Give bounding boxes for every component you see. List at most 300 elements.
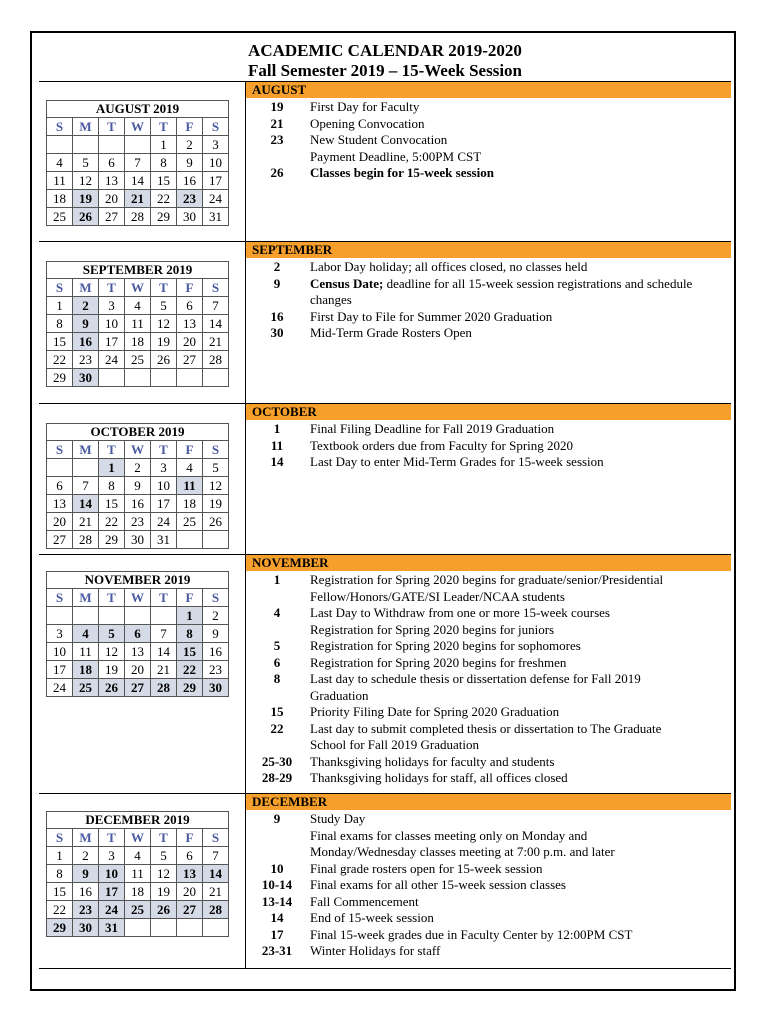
event-date: 16 xyxy=(270,308,284,324)
weekday-label: M xyxy=(73,118,99,136)
calendar-week-row xyxy=(47,459,229,477)
event-date: 28-29 xyxy=(261,770,293,785)
weekday-label: M xyxy=(73,829,99,847)
day-cell: 7 xyxy=(125,154,151,172)
mini-calendar-title: SEPTEMBER 2019 xyxy=(47,262,229,279)
empty-day-cell xyxy=(99,136,125,154)
event-item xyxy=(246,877,731,894)
day-cell: 15 xyxy=(99,495,125,513)
day-cell: 4 xyxy=(47,154,73,172)
calendar-week-row xyxy=(47,901,229,919)
event-list xyxy=(246,421,731,471)
day-cell: 22 xyxy=(151,190,177,208)
empty-day-cell xyxy=(125,919,151,937)
day-cell: 23 xyxy=(73,901,99,919)
weekday-label: F xyxy=(177,829,203,847)
day-cell: 16 xyxy=(73,883,99,901)
mini-calendar-title: OCTOBER 2019 xyxy=(47,424,229,441)
month-header: SEPTEMBER xyxy=(246,242,731,258)
event-text-line: Payment Deadline, 5:00PM CST xyxy=(310,148,482,164)
weekday-label: T xyxy=(151,441,177,459)
day-cell: 2 xyxy=(125,459,151,477)
event-text-line: Monday/Wednesday classes meeting at 7:00 p.m. and later xyxy=(310,844,615,859)
weekday-label: S xyxy=(203,441,229,459)
weekday-label: T xyxy=(99,589,125,607)
day-cell: 25 xyxy=(177,513,203,531)
day-cell: 29 xyxy=(177,679,203,697)
day-cell: 28 xyxy=(203,351,229,369)
event-date: 23 xyxy=(270,132,284,147)
day-cell: 14 xyxy=(203,865,229,883)
event-date: 5 xyxy=(273,638,281,653)
event-item xyxy=(246,704,731,721)
event-item xyxy=(246,754,731,771)
month-section-november xyxy=(39,554,731,793)
event-date: 11 xyxy=(270,437,284,453)
day-cell: 23 xyxy=(203,661,229,679)
day-cell: 20 xyxy=(177,333,203,351)
day-cell: 1 xyxy=(47,847,73,865)
empty-day-cell xyxy=(125,369,151,387)
day-cell: 23 xyxy=(177,190,203,208)
empty-day-cell xyxy=(73,136,99,154)
event-text-line: End of 15-week session xyxy=(310,910,434,925)
weekday-label: W xyxy=(125,589,151,607)
day-cell: 7 xyxy=(73,477,99,495)
event-text-line xyxy=(310,276,723,293)
day-cell: 3 xyxy=(99,847,125,865)
mini-calendar xyxy=(46,811,229,937)
day-cell: 7 xyxy=(203,297,229,315)
day-cell: 19 xyxy=(151,333,177,351)
event-item xyxy=(246,454,731,471)
day-cell: 9 xyxy=(177,154,203,172)
empty-day-cell xyxy=(177,919,203,937)
weekday-label: M xyxy=(73,279,99,297)
day-cell: 28 xyxy=(73,531,99,549)
day-cell: 4 xyxy=(73,625,99,643)
day-cell: 10 xyxy=(47,643,73,661)
weekday-label: S xyxy=(47,118,73,136)
page-title: ACADEMIC CALENDAR 2019-2020 xyxy=(248,41,522,60)
day-cell: 11 xyxy=(125,315,151,333)
day-cell: 11 xyxy=(73,643,99,661)
day-cell: 21 xyxy=(203,883,229,901)
day-cell: 6 xyxy=(125,625,151,643)
day-cell: 10 xyxy=(99,315,125,333)
event-text-line: Final exams for all other 15-week session classes xyxy=(310,877,566,892)
weekday-label: W xyxy=(125,441,151,459)
day-cell: 12 xyxy=(99,643,125,661)
event-date: 8 xyxy=(273,671,281,686)
event-item xyxy=(246,655,731,672)
day-cell: 27 xyxy=(177,351,203,369)
day-cell: 24 xyxy=(99,351,125,369)
day-cell: 22 xyxy=(47,351,73,369)
day-cell: 1 xyxy=(99,459,125,477)
day-cell: 9 xyxy=(73,315,99,333)
event-text-line: Mid-Term Grade Rosters Open xyxy=(310,325,472,340)
empty-day-cell xyxy=(47,607,73,625)
event-date: 30 xyxy=(270,325,284,340)
day-cell: 15 xyxy=(47,333,73,351)
day-cell: 17 xyxy=(47,661,73,679)
day-cell: 30 xyxy=(73,919,99,937)
weekday-label: S xyxy=(203,118,229,136)
calendar-week-row xyxy=(47,643,229,661)
event-date: 14 xyxy=(270,454,284,469)
day-cell: 21 xyxy=(125,190,151,208)
weekday-label: F xyxy=(177,118,203,136)
mini-calendar xyxy=(46,571,229,697)
empty-day-cell xyxy=(47,459,73,477)
weekday-label: W xyxy=(125,118,151,136)
day-cell: 12 xyxy=(203,477,229,495)
day-cell: 12 xyxy=(73,172,99,190)
day-cell: 3 xyxy=(203,136,229,154)
weekday-label: S xyxy=(47,589,73,607)
day-cell: 22 xyxy=(99,513,125,531)
calendar-week-row xyxy=(47,351,229,369)
event-text-line: Final grade rosters open for 15-week session xyxy=(310,860,543,876)
day-cell: 27 xyxy=(47,531,73,549)
calendar-week-row xyxy=(47,625,229,643)
event-date: 10-14 xyxy=(261,877,293,892)
day-cell: 9 xyxy=(203,625,229,643)
weekday-label: F xyxy=(177,279,203,297)
day-cell: 15 xyxy=(177,643,203,661)
event-date: 23-31 xyxy=(261,943,293,958)
weekday-label: S xyxy=(203,829,229,847)
event-date: 13-14 xyxy=(261,893,293,909)
day-cell: 17 xyxy=(99,883,125,901)
mini-calendar xyxy=(46,423,229,549)
day-cell: 1 xyxy=(47,297,73,315)
month-section-september xyxy=(39,241,731,403)
event-date: 1 xyxy=(273,421,281,436)
day-cell: 19 xyxy=(203,495,229,513)
calendar-week-row xyxy=(47,919,229,937)
event-text-line: Registration for Spring 2020 begins for graduate/senior/Presidential xyxy=(310,572,664,587)
weekday-label: M xyxy=(73,441,99,459)
calendar-week-row xyxy=(47,297,229,315)
event-text-line: Textbook orders due from Faculty for Spring 2020 xyxy=(310,437,574,453)
event-item xyxy=(246,721,731,754)
event-text-line: Winter Holidays for staff xyxy=(310,943,441,958)
day-cell: 4 xyxy=(125,297,151,315)
weekday-label: S xyxy=(203,589,229,607)
day-cell: 28 xyxy=(125,208,151,226)
day-cell: 18 xyxy=(177,495,203,513)
event-item xyxy=(246,605,731,638)
weekday-label: T xyxy=(99,279,125,297)
day-cell: 10 xyxy=(99,865,125,883)
page-header xyxy=(0,41,770,81)
day-cell: 14 xyxy=(125,172,151,190)
calendar-week-row xyxy=(47,531,229,549)
empty-day-cell xyxy=(73,459,99,477)
event-date: 19 xyxy=(270,99,284,114)
day-cell: 16 xyxy=(203,643,229,661)
event-text-line: Fall Commencement xyxy=(310,893,419,909)
day-cell: 13 xyxy=(177,315,203,333)
calendar-week-row xyxy=(47,172,229,190)
mini-calendar xyxy=(46,100,229,226)
day-cell: 13 xyxy=(177,865,203,883)
day-cell: 2 xyxy=(73,297,99,315)
month-header: AUGUST xyxy=(246,82,731,98)
day-cell: 2 xyxy=(203,607,229,625)
event-date: 14 xyxy=(270,910,284,925)
day-cell: 6 xyxy=(47,477,73,495)
month-header: NOVEMBER xyxy=(246,555,731,571)
day-cell: 6 xyxy=(99,154,125,172)
day-cell: 9 xyxy=(125,477,151,495)
empty-day-cell xyxy=(125,607,151,625)
day-cell: 26 xyxy=(203,513,229,531)
day-cell: 28 xyxy=(203,901,229,919)
event-item xyxy=(246,943,731,960)
event-text-line: Final Filing Deadline for Fall 2019 Graduation xyxy=(310,421,555,436)
day-cell: 24 xyxy=(99,901,125,919)
event-emphasis: Census Date; xyxy=(310,275,384,291)
day-cell: 3 xyxy=(47,625,73,643)
day-cell: 17 xyxy=(151,495,177,513)
event-date: 15 xyxy=(270,704,284,719)
day-cell: 23 xyxy=(125,513,151,531)
event-item xyxy=(246,309,731,326)
event-text-line: Labor Day holiday; all offices closed, no classes held xyxy=(310,259,588,274)
event-text-line: Thanksgiving holidays for faculty and students xyxy=(310,753,555,769)
event-date: 17 xyxy=(270,926,284,942)
event-item xyxy=(246,421,731,438)
event-date: 22 xyxy=(270,720,284,736)
empty-day-cell xyxy=(203,531,229,549)
day-cell: 31 xyxy=(203,208,229,226)
day-cell: 24 xyxy=(203,190,229,208)
day-cell: 11 xyxy=(47,172,73,190)
event-list xyxy=(246,259,731,342)
day-cell: 1 xyxy=(177,607,203,625)
day-cell: 15 xyxy=(151,172,177,190)
event-list xyxy=(246,811,731,960)
month-section-december xyxy=(39,793,731,969)
day-cell: 21 xyxy=(151,661,177,679)
day-cell: 21 xyxy=(203,333,229,351)
day-cell: 17 xyxy=(203,172,229,190)
event-item xyxy=(246,116,731,133)
day-cell: 8 xyxy=(177,625,203,643)
calendar-week-row xyxy=(47,154,229,172)
weekday-label: T xyxy=(151,829,177,847)
event-text-line: Registration for Spring 2020 begins for sophomores xyxy=(310,638,581,653)
day-cell: 11 xyxy=(177,477,203,495)
day-cell: 20 xyxy=(177,883,203,901)
event-date: 25-30 xyxy=(261,753,293,769)
event-date: 26 xyxy=(270,165,284,180)
day-cell: 19 xyxy=(151,883,177,901)
day-cell: 25 xyxy=(47,208,73,226)
event-text-line: Last Day to enter Mid-Term Grades for 15-week session xyxy=(310,454,604,469)
day-cell: 24 xyxy=(151,513,177,531)
mini-calendar-title: DECEMBER 2019 xyxy=(47,812,229,829)
day-cell: 20 xyxy=(99,190,125,208)
weekday-label: T xyxy=(151,589,177,607)
event-item xyxy=(246,438,731,455)
weekday-label: T xyxy=(151,118,177,136)
day-cell: 9 xyxy=(73,865,99,883)
day-cell: 30 xyxy=(73,369,99,387)
empty-day-cell xyxy=(177,531,203,549)
day-cell: 26 xyxy=(151,901,177,919)
month-header: DECEMBER xyxy=(246,794,731,810)
event-text-line: changes xyxy=(310,292,352,307)
mini-calendar-title: AUGUST 2019 xyxy=(47,101,229,118)
month-section-october xyxy=(39,403,731,554)
day-cell: 7 xyxy=(203,847,229,865)
day-cell: 31 xyxy=(99,919,125,937)
day-cell: 2 xyxy=(177,136,203,154)
day-cell: 17 xyxy=(99,333,125,351)
day-cell: 30 xyxy=(125,531,151,549)
month-header: OCTOBER xyxy=(246,404,731,420)
day-cell: 10 xyxy=(203,154,229,172)
day-cell: 27 xyxy=(99,208,125,226)
calendar-week-row xyxy=(47,208,229,226)
day-cell: 22 xyxy=(177,661,203,679)
event-list xyxy=(246,572,731,787)
calendar-week-row xyxy=(47,679,229,697)
event-text-line: Opening Convocation xyxy=(310,115,425,131)
day-cell: 13 xyxy=(99,172,125,190)
event-text-line: Fellow/Honors/GATE/SI Leader/NCAA students xyxy=(310,588,565,604)
event-text-rest: deadline for all 15-week session registrations and schedule xyxy=(383,275,693,291)
weekday-label: M xyxy=(73,589,99,607)
event-text-line: Final exams for classes meeting only on Monday and xyxy=(310,827,588,843)
day-cell: 7 xyxy=(151,625,177,643)
weekday-label: S xyxy=(203,279,229,297)
weekday-label: S xyxy=(47,441,73,459)
event-text-line: First Day for Faculty xyxy=(310,99,420,114)
empty-day-cell xyxy=(99,607,125,625)
day-cell: 8 xyxy=(47,865,73,883)
day-cell: 12 xyxy=(151,315,177,333)
event-text-line: Graduation xyxy=(310,687,369,703)
event-text-line: Registration for Spring 2020 begins for freshmen xyxy=(310,654,567,670)
day-cell: 25 xyxy=(125,351,151,369)
event-item xyxy=(246,638,731,655)
empty-day-cell xyxy=(151,369,177,387)
day-cell: 20 xyxy=(47,513,73,531)
empty-day-cell xyxy=(125,136,151,154)
weekday-label: S xyxy=(47,829,73,847)
day-cell: 25 xyxy=(125,901,151,919)
day-cell: 13 xyxy=(47,495,73,513)
day-cell: 5 xyxy=(99,625,125,643)
day-cell: 16 xyxy=(177,172,203,190)
empty-day-cell xyxy=(47,136,73,154)
day-cell: 8 xyxy=(99,477,125,495)
day-cell: 10 xyxy=(151,477,177,495)
day-cell: 14 xyxy=(203,315,229,333)
day-cell: 23 xyxy=(73,351,99,369)
day-cell: 26 xyxy=(73,208,99,226)
day-cell: 3 xyxy=(151,459,177,477)
day-cell: 14 xyxy=(73,495,99,513)
day-cell: 5 xyxy=(203,459,229,477)
empty-day-cell xyxy=(177,369,203,387)
event-text-line: Priority Filing Date for Spring 2020 Graduation xyxy=(310,704,560,719)
calendar-week-row xyxy=(47,315,229,333)
calendar-week-row xyxy=(47,369,229,387)
day-cell: 4 xyxy=(177,459,203,477)
day-cell: 14 xyxy=(151,643,177,661)
event-text-line: School for Fall 2019 Graduation xyxy=(310,737,479,752)
event-item xyxy=(246,770,731,787)
event-item xyxy=(246,165,731,182)
day-cell: 13 xyxy=(125,643,151,661)
empty-day-cell xyxy=(151,919,177,937)
event-item xyxy=(246,861,731,878)
event-text-line: First Day to File for Summer 2020 Graduation xyxy=(310,308,553,324)
day-cell: 6 xyxy=(177,297,203,315)
empty-day-cell xyxy=(203,919,229,937)
day-cell: 30 xyxy=(203,679,229,697)
month-section-august xyxy=(39,81,731,241)
weekday-label: S xyxy=(47,279,73,297)
weekday-label: T xyxy=(99,118,125,136)
day-cell: 12 xyxy=(151,865,177,883)
day-cell: 11 xyxy=(125,865,151,883)
empty-day-cell xyxy=(99,369,125,387)
day-cell: 3 xyxy=(99,297,125,315)
day-cell: 18 xyxy=(73,661,99,679)
weekday-label: F xyxy=(177,589,203,607)
day-cell: 1 xyxy=(151,136,177,154)
event-item xyxy=(246,276,731,309)
weekday-label: T xyxy=(151,279,177,297)
day-cell: 24 xyxy=(47,679,73,697)
calendar-week-row xyxy=(47,333,229,351)
day-cell: 18 xyxy=(125,883,151,901)
page-subtitle: Fall Semester 2019 – 15-Week Session xyxy=(247,61,523,80)
event-item xyxy=(246,259,731,276)
day-cell: 31 xyxy=(151,531,177,549)
day-cell: 5 xyxy=(151,297,177,315)
event-item xyxy=(246,811,731,861)
weekday-label: W xyxy=(125,279,151,297)
day-cell: 16 xyxy=(125,495,151,513)
event-text-line: Final 15-week grades due in Faculty Center by 12:00PM CST xyxy=(310,926,633,942)
event-date: 21 xyxy=(270,115,284,131)
calendar-week-row xyxy=(47,847,229,865)
calendar-week-row xyxy=(47,883,229,901)
weekday-label: T xyxy=(99,829,125,847)
empty-day-cell xyxy=(151,607,177,625)
event-item xyxy=(246,132,731,165)
day-cell: 27 xyxy=(125,679,151,697)
day-cell: 2 xyxy=(73,847,99,865)
empty-day-cell xyxy=(203,369,229,387)
mini-calendar xyxy=(46,261,229,387)
calendar-week-row xyxy=(47,136,229,154)
event-text-line: Classes begin for 15-week session xyxy=(310,165,494,180)
day-cell: 20 xyxy=(125,661,151,679)
day-cell: 26 xyxy=(151,351,177,369)
day-cell: 29 xyxy=(151,208,177,226)
calendar-week-row xyxy=(47,190,229,208)
event-item xyxy=(246,325,731,342)
